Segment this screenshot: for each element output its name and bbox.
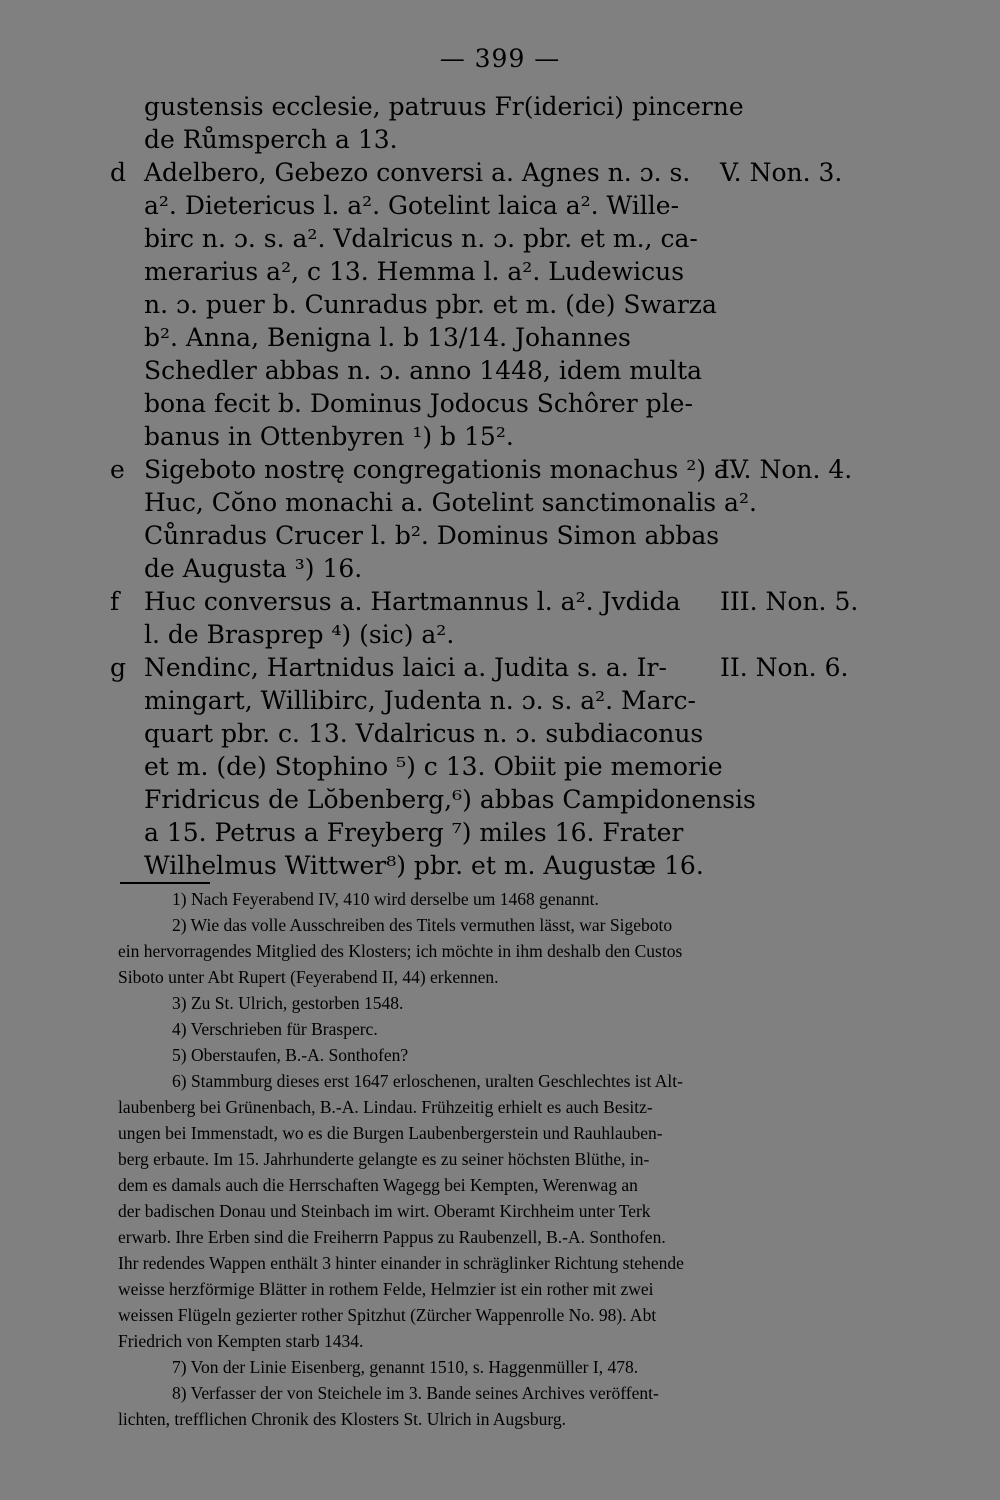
entry-text: bona fecit b. Dominus Jodocus Schôrer ple- (144, 389, 693, 418)
page-number: — 399 — (439, 44, 561, 73)
entry-text: b². Anna, Benigna l. b 13/14. Johannes (144, 323, 631, 352)
footnote-line: 7) Von der Linie Eisenberg, genannt 1510, s. Haggenmüller I, 478. (172, 1357, 639, 1377)
entry-text: Nendinc, Hartnidus laici a. Judita s. a. Ir- (144, 653, 667, 682)
entry-text: l. de Brasprep ⁴) (sic) a². (144, 620, 455, 649)
footnote-line: ungen bei Immenstadt, wo es die Burgen Laubenbergerstein und Rauhlauben- (118, 1123, 663, 1143)
entry-text: de Růmsperch a 13. (144, 125, 398, 154)
footnote-line: 4) Verschrieben für Brasperc. (172, 1019, 378, 1039)
roman-date: IV. Non. 4. (720, 455, 853, 484)
footnote-line: weissen Flügeln gezierter rother Spitzhut (Zürcher Wappenrolle No. 98). Abt (118, 1305, 657, 1325)
entry-text: banus in Ottenbyren ¹) b 15². (144, 422, 514, 451)
footnote-line: Ihr redendes Wappen enthält 3 hinter einander in schräglinker Richtung stehende (118, 1253, 684, 1273)
footnote-line: ein hervorragendes Mitglied des Klosters; ich möchte in ihm deshalb den Custos (118, 941, 683, 961)
roman-date: II. Non. 6. (720, 653, 849, 682)
footnote-line: 6) Stammburg dieses erst 1647 erloschenen, uralten Geschlechtes ist Alt- (172, 1071, 683, 1091)
entry-text: a². Dietericus l. a². Gotelint laica a². Wille- (144, 191, 680, 220)
footnote-line: der badischen Donau und Steinbach im wirt. Oberamt Kirchheim unter Terk (118, 1201, 651, 1221)
day-letter: f (110, 587, 120, 616)
day-letter: g (110, 653, 127, 682)
footnote-line: erwarb. Ihre Erben sind die Freiherrn Pappus zu Raubenzell, B.-A. Sonthofen. (118, 1227, 666, 1247)
footnote-line: Siboto unter Abt Rupert (Feyerabend II, 44) erkennen. (118, 967, 499, 987)
entry-text: birc n. ɔ. s. a². Vdalricus n. ɔ. pbr. et m., ca- (144, 224, 698, 253)
entry-text: et m. (de) Stophino ⁵) c 13. Obiit pie memorie (144, 752, 723, 781)
footnote-line: 2) Wie das volle Ausschreiben des Titels vermuthen lässt, war Sigeboto (172, 915, 673, 935)
entry-text: n. ɔ. puer b. Cunradus pbr. et m. (de) Swarza (144, 290, 717, 319)
entry-text: Adelbero, Gebezo conversi a. Agnes n. ɔ. s. (144, 158, 691, 187)
entry-text: Cůnradus Crucer l. b². Dominus Simon abbas (144, 521, 720, 550)
entry-text: Wilhelmus Wittwer⁸) pbr. et m. Augustæ 16. (144, 851, 704, 880)
footnote-rule (120, 882, 210, 884)
entry-text: Schedler abbas n. ɔ. anno 1448, idem multa (144, 356, 703, 385)
roman-date: III. Non. 5. (720, 587, 859, 616)
day-letter: e (110, 455, 125, 484)
entry-text: quart pbr. c. 13. Vdalricus n. ɔ. subdiaconus (144, 719, 704, 748)
entry-text: de Augusta ³) 16. (144, 554, 363, 583)
footnote-line: 8) Verfasser der von Steichele im 3. Bande seines Archives veröffent- (172, 1383, 659, 1403)
footnote-line: laubenberg bei Grünenbach, B.-A. Lindau. Frühzeitig erhielt es auch Besitz- (118, 1097, 653, 1117)
footnote-line: berg erbaute. Im 15. Jahrhunderte gelangte es zu seiner höchsten Blüthe, in- (118, 1149, 650, 1169)
footnote-line: lichten, trefflichen Chronik des Klosters St. Ulrich in Augsburg. (118, 1409, 566, 1429)
entry-text: Huc, Cŏno monachi a. Gotelint sanctimonalis a². (144, 488, 757, 517)
entry-text: Huc conversus a. Hartmannus l. a². Jvdida (144, 587, 681, 616)
entry-text: mingart, Willibirc, Judenta n. ɔ. s. a². Marc- (144, 686, 696, 715)
entry-text: Fridricus de Lŏbenberg,⁶) abbas Campidonensis (144, 785, 756, 814)
footnote-line: dem es damals auch die Herrschaften Wagegg bei Kempten, Werenwag an (118, 1175, 638, 1195)
footnote-line: 1) Nach Feyerabend IV, 410 wird derselbe um 1468 genannt. (172, 889, 599, 909)
entry-text: a 15. Petrus a Freyberg ⁷) miles 16. Frater (144, 818, 684, 847)
entry-text: Sigeboto nostrę congregationis monachus ²) a. (144, 455, 737, 484)
day-letter: d (110, 158, 127, 187)
footnote-line: 5) Oberstaufen, B.-A. Sonthofen? (172, 1045, 409, 1065)
entry-text: merarius a², c 13. Hemma l. a². Ludewicus (144, 257, 685, 286)
footnote-line: Friedrich von Kempten starb 1434. (118, 1331, 364, 1351)
footnote-line: 3) Zu St. Ulrich, gestorben 1548. (172, 993, 404, 1013)
roman-date: V. Non. 3. (720, 158, 843, 187)
entry-text: gustensis ecclesie, patruus Fr(iderici) pincerne (144, 92, 744, 121)
footnote-line: weisse herzförmige Blätter in rothem Felde, Helmzier ist ein rother mit zwei (118, 1279, 654, 1299)
